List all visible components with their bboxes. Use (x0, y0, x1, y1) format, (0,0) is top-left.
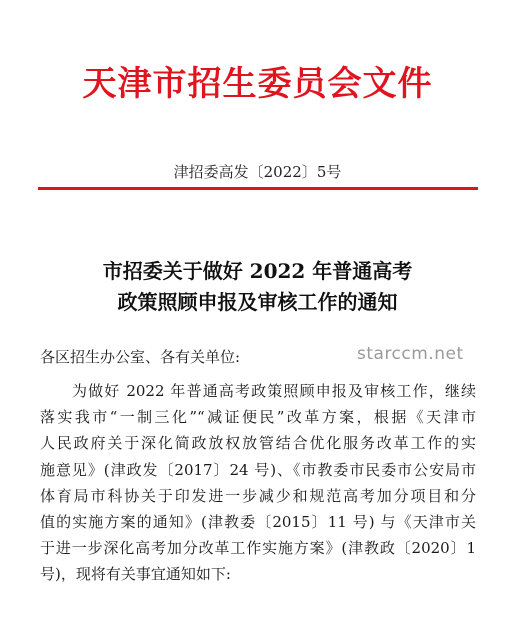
salutation: 各区招生办公室、各有关单位: (40, 348, 241, 366)
document-number: 津招委高发〔2022〕5号 (173, 163, 342, 181)
body-line: 体育局市科协关于印发进一步减少和规范高考加分项目和分 (40, 486, 476, 505)
body-line: 值的实施方案的通知》(津教委〔2015〕11 号) 与《天津市关 (40, 513, 476, 532)
body-line: 人民政府关于深化简政放权放管结合优化服务改革工作的实 (40, 434, 476, 453)
body-line: 于进一步深化高考加分改革工作实施方案》(津教政〔2020〕1 (40, 539, 476, 558)
body-line: 为做好 2022 年普通高考政策照顾申报及审核工作，继续 (72, 382, 476, 400)
red-divider-line (38, 187, 478, 190)
body-line: 落实我市“一制三化”“减证便民”改革方案，根据《天津市 (40, 408, 476, 427)
masthead-title: 天津市招生委员会文件 (82, 64, 433, 104)
body-paragraph (40, 378, 476, 588)
body-line: 号)，现将有关事宜通知如下: (40, 565, 231, 584)
notice-title-line-2: 政策照顾申报及审核工作的通知 (117, 290, 398, 314)
notice-title-line-1: 市招委关于做好 2022 年普通高考 (102, 259, 413, 283)
body-line: 施意见》(津政发〔2017〕24 号)、《市教委市民委市公安局市 (40, 460, 476, 479)
notice-title (0, 256, 515, 318)
watermark-text: starccm.net (357, 344, 464, 364)
